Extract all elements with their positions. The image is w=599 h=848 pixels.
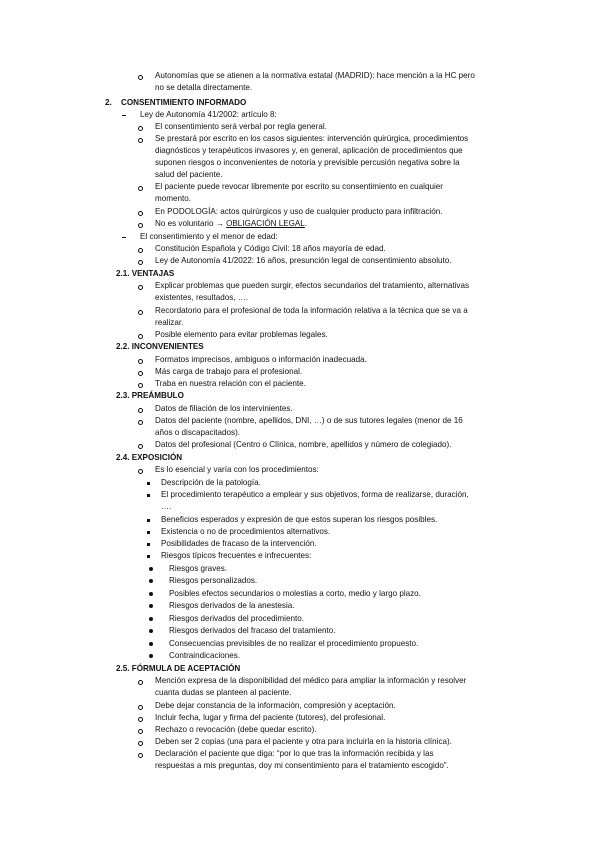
dash-bullet-icon <box>122 115 126 116</box>
square-bullet-icon <box>147 555 150 558</box>
subsection-title: 2.5. FÓRMULA DE ACEPTACIÓN <box>116 664 241 673</box>
text-line: El procedimiento terapéutico a emplear y sus objetivos, forma de realizarse, duración, <box>161 490 469 499</box>
obligacion-legal-text: OBLIGACIÓN LEGAL <box>226 219 305 228</box>
square-bullet-icon <box>147 494 150 497</box>
text-line: Consecuencias previsibles de no realizar el procedimiento propuesto. <box>169 639 419 648</box>
square-bullet-icon <box>147 531 150 534</box>
subsection-title: 2.1. VENTAJAS <box>116 269 175 278</box>
text-line: En PODOLOGÍA: actos quirúrgicos y uso de cualquier producto para infiltración. <box>155 207 443 216</box>
arrow-right-icon: → <box>215 219 224 228</box>
circle-bullet-icon <box>138 680 143 685</box>
text-line: Ley de Autonomía 41/2002: artículo 8: <box>140 110 277 119</box>
circle-bullet-icon <box>138 359 143 364</box>
text-line: Datos del profesional (Centro o Clínica, nombre, apellidos y número de colegiado). <box>155 440 452 449</box>
dot-bullet-icon <box>149 579 153 583</box>
text-line: Riesgos derivados de la anestesia. <box>169 601 295 610</box>
circle-bullet-icon <box>138 126 143 131</box>
section-title: CONSENTIMIENTO INFORMADO <box>121 98 247 107</box>
text-line: respuestas a mis preguntas, doy mi consentimiento para el tratamiento escogido”. <box>155 761 449 770</box>
text-line: suponen riesgos o inconvenientes de notoria y previsible percusión negativa sobre la <box>155 158 460 167</box>
text-line: Existencia o no de procedimientos alternativos. <box>161 527 331 536</box>
text-line: Se prestará por escrito en los casos siguientes: intervención quirúrgica, procedimientos <box>155 134 469 143</box>
text-line: Datos del paciente (nombre, apellidos, DNI, …) o de sus tutores legales (menor de 16 <box>155 416 463 425</box>
text-line: Recordatorio para el profesional de toda la información relativa a la técnica que se va a <box>155 306 468 315</box>
text-line: Riesgos graves. <box>169 564 228 573</box>
text-line: El consentimiento será verbal por regla general. <box>155 122 327 131</box>
text-line: Posible elemento para evitar problemas legales. <box>155 330 328 339</box>
text-line: Ley de Autonomía 41/2022: 16 años, presunción legal de consentimiento absoluto. <box>155 256 452 265</box>
text-line: Rechazo o revocación (debe quedar escrito). <box>155 725 317 734</box>
circle-bullet-icon <box>138 705 143 710</box>
text-line: no se detalla directamente. <box>155 83 253 92</box>
subsection-title: 2.2. INCONVENIENTES <box>116 342 204 351</box>
dot-bullet-icon <box>149 617 153 621</box>
text-line: cuanta dudas se planteen al paciente. <box>155 688 292 697</box>
text-line: Posibilidades de fracaso de la intervención. <box>161 539 317 548</box>
text-line <box>155 219 307 229</box>
text-line: Descripción de la patología. <box>161 478 261 487</box>
text-line: Formatos imprecisos, ambiguos o información inadecuada. <box>155 355 367 364</box>
dot-bullet-icon <box>149 567 153 571</box>
text-line: Traba en nuestra relación con el paciente. <box>155 379 306 388</box>
text-line: Riesgos típicos frecuentes e infrecuentes: <box>161 551 312 560</box>
circle-bullet-icon <box>138 729 143 734</box>
dot-bullet-icon <box>149 629 153 633</box>
text-line: Autonomías que se atienen a la normativa estatal (MADRID): hace mención a la HC pero <box>155 71 475 80</box>
text-line: Más carga de trabajo para el profesional. <box>155 367 303 376</box>
circle-bullet-icon <box>138 211 143 216</box>
text-line: Riesgos derivados del fracaso del tratamiento. <box>169 626 336 635</box>
text-line: Es lo esencial y varía con los procedimientos: <box>155 465 319 474</box>
subsection-title: 2.4. EXPOSICIÓN <box>116 453 183 462</box>
text-line: Incluir fecha, lugar y firma del paciente (tutores), del profesional. <box>155 713 386 722</box>
dot-bullet-icon <box>149 642 153 646</box>
square-bullet-icon <box>147 482 150 485</box>
circle-bullet-icon <box>138 371 143 376</box>
circle-bullet-icon <box>138 223 143 228</box>
circle-bullet-icon <box>138 741 143 746</box>
text-line: Riesgos personalizados. <box>169 576 258 585</box>
text-line: realizar. <box>155 318 184 327</box>
text-line: Declaración el paciente que diga: “por lo que tras la información recibida y las <box>155 749 434 758</box>
circle-bullet-icon <box>138 408 143 413</box>
circle-bullet-icon <box>138 310 143 315</box>
dot-bullet-icon <box>149 604 153 608</box>
text-line: Riesgos derivados del procedimiento. <box>169 614 304 623</box>
text-line: Explicar problemas que pueden surgir, efectos secundarios del tratamiento, alternativas <box>155 281 470 290</box>
circle-bullet-icon <box>138 138 143 143</box>
square-bullet-icon <box>147 519 150 522</box>
circle-bullet-icon <box>138 420 143 425</box>
circle-bullet-icon <box>138 469 143 474</box>
subsection-title: 2.3. PREÁMBULO <box>116 391 184 400</box>
circle-bullet-icon <box>138 186 143 191</box>
text-line: Deben ser 2 copias (una para el paciente y otra para incluirla en la historia clínica). <box>155 737 452 746</box>
circle-bullet-icon <box>138 260 143 265</box>
circle-bullet-icon <box>138 444 143 449</box>
dot-bullet-icon <box>149 592 153 596</box>
circle-bullet-icon <box>138 753 143 758</box>
circle-bullet-icon <box>138 717 143 722</box>
text-line: …. <box>161 502 172 511</box>
circle-bullet-icon <box>138 285 143 290</box>
section-number: 2. <box>105 98 112 107</box>
text-line: Posibles efectos secundarios o molestias a corto, medio y largo plazo. <box>169 589 421 598</box>
text-line: Beneficios esperados y expresión de que estos superan los riesgos posibles. <box>161 515 438 524</box>
circle-bullet-icon <box>138 75 143 80</box>
dot-bullet-icon <box>149 654 153 658</box>
text-segment: No es voluntario <box>155 219 214 228</box>
text-line: El consentimiento y el menor de edad: <box>140 232 278 241</box>
text-line: El paciente puede revocar libremente por escrito su consentimiento en cualquier <box>155 182 443 191</box>
text-line: Debe dejar constancia de la información, compresión y aceptación. <box>155 701 396 710</box>
text-line: salud del paciente. <box>155 170 223 179</box>
text-line: años o discapacitados). <box>155 428 241 437</box>
circle-bullet-icon <box>138 248 143 253</box>
text-segment: . <box>304 219 308 228</box>
text-line: diagnósticos y terapéuticos invasores y, en general, aplicación de procedimientos que <box>155 146 463 155</box>
text-line: Datos de filiación de los intervinientes. <box>155 404 293 413</box>
text-line: Contraindicaciones. <box>169 651 241 660</box>
text-line: Mención expresa de la disponibilidad del médico para ampliar la información y resolver <box>155 676 467 685</box>
square-bullet-icon <box>147 543 150 546</box>
circle-bullet-icon <box>138 383 143 388</box>
text-line: Constitución Española y Código Civil: 18 años mayoría de edad. <box>155 244 386 253</box>
dash-bullet-icon <box>122 237 126 238</box>
text-line: existentes, resultados, …. <box>155 293 249 302</box>
text-line: momento. <box>155 194 191 203</box>
circle-bullet-icon <box>138 334 143 339</box>
